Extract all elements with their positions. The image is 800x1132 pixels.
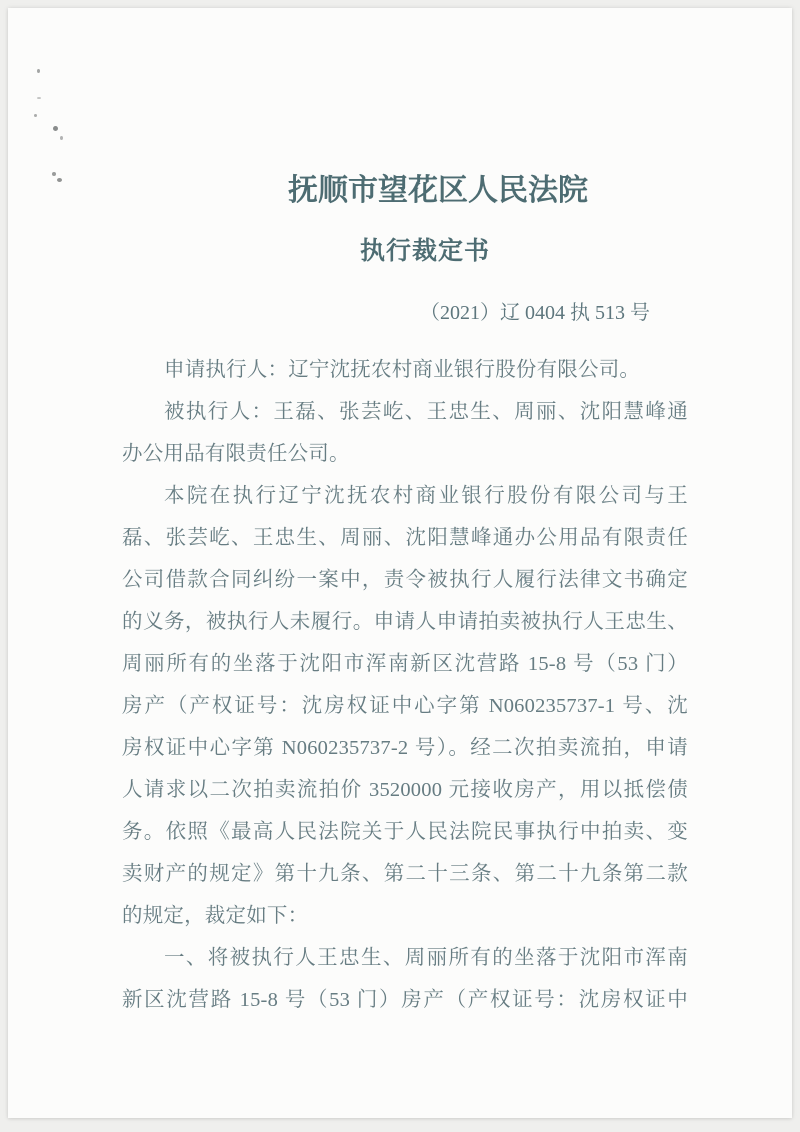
body-line: 人请求以二次拍卖流拍价 3520000 元接收房产，用以抵偿债 bbox=[122, 779, 688, 801]
body-line: 卖财产的规定》第十九条、第二十三条、第二十九条第二款 bbox=[122, 863, 688, 885]
body-line: 的义务，被执行人未履行。申请人申请拍卖被执行人王忠生、 bbox=[122, 611, 688, 633]
body-line: 的规定，裁定如下： bbox=[122, 905, 309, 927]
scan-speck bbox=[37, 97, 41, 99]
body-line: 新区沈营路 15-8 号（53 门）房产（产权证号：沈房权证中 bbox=[122, 989, 688, 1011]
body-line: 被执行人：王磊、张芸屹、王忠生、周丽、沈阳慧峰通 bbox=[164, 401, 688, 423]
body-line: 务。依照《最高人民法院关于人民法院民事执行中拍卖、变 bbox=[122, 821, 688, 843]
body-line: 磊、张芸屹、王忠生、周丽、沈阳慧峰通办公用品有限责任 bbox=[122, 527, 688, 549]
body-line: 申请执行人：辽宁沈抚农村商业银行股份有限公司。 bbox=[164, 359, 641, 381]
scan-speck bbox=[60, 136, 63, 140]
body-line: 周丽所有的坐落于沈阳市浑南新区沈营路 15-8 号（53 门） bbox=[122, 653, 688, 675]
body-line: 一、将被执行人王忠生、周丽所有的坐落于沈阳市浑南 bbox=[164, 947, 688, 969]
ruling-body bbox=[122, 349, 688, 1021]
court-name-title: 抚顺市望花区人民法院 bbox=[288, 174, 588, 207]
document-type-title: 执行裁定书 bbox=[359, 238, 490, 265]
body-line: 本院在执行辽宁沈抚农村商业银行股份有限公司与王 bbox=[164, 485, 688, 507]
case-number: （2021）辽 0404 执 513 号 bbox=[420, 302, 650, 324]
body-line: 办公用品有限责任公司。 bbox=[122, 443, 350, 465]
scan-speck bbox=[37, 69, 40, 73]
scan-speck bbox=[53, 126, 58, 131]
scan-speck bbox=[34, 114, 37, 117]
body-line: 房产（产权证号：沈房权证中心字第 N060235737-1 号、沈 bbox=[122, 695, 688, 717]
body-line: 公司借款合同纠纷一案中，责令被执行人履行法律文书确定 bbox=[122, 569, 688, 591]
document-page bbox=[8, 8, 792, 1118]
body-line: 房权证中心字第 N060235737-2 号）。经二次拍卖流拍，申请 bbox=[122, 737, 688, 759]
